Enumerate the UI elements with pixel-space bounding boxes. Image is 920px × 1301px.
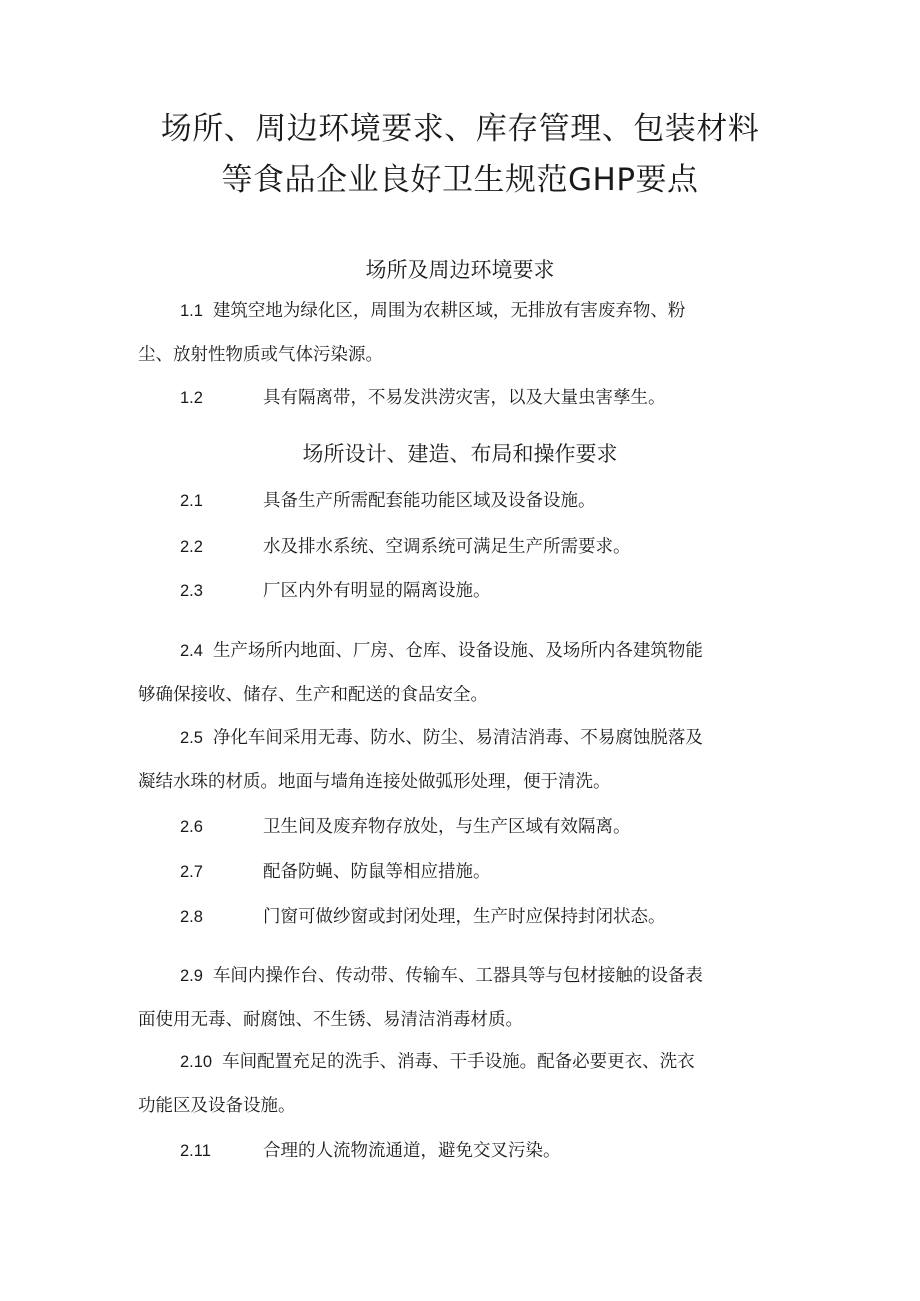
section-heading-design-layout: 场所设计、建造、布局和操作要求 <box>302 442 618 466</box>
clause-text: 水及排水系统、空调系统可满足生产所需要求。 <box>263 537 631 557</box>
clause-number: 2.4 <box>180 642 203 660</box>
clause-number: 1.1 <box>180 302 203 320</box>
clause-2-3 <box>138 569 788 613</box>
clause-number: 2.5 <box>180 729 203 747</box>
clause-2-10 <box>138 1040 788 1128</box>
clause-text: 卫生间及废弃物存放处，与生产区域有效隔离。 <box>263 817 631 837</box>
clause-text: 生产场所内地面、厂房、仓库、设备设施、及场所内各建筑物能 <box>212 641 703 661</box>
clause-number: 2.3 <box>180 582 203 600</box>
clause-number: 1.2 <box>180 389 203 407</box>
clause-2-1 <box>138 479 788 523</box>
clause-1-2 <box>138 376 788 420</box>
document-title-line-1: 场所、周边环境要求、库存管理、包装材料 <box>160 111 760 147</box>
clause-text: 具备生产所需配套能功能区域及设备设施。 <box>263 491 596 511</box>
clause-2-2 <box>138 525 788 569</box>
clause-text-continued: 功能区及设备设施。 <box>138 1096 296 1116</box>
clause-2-9 <box>138 954 788 1042</box>
clause-number: 2.1 <box>180 492 203 510</box>
section-heading-site-environment: 场所及周边环境要求 <box>365 258 555 282</box>
clause-number: 2.10 <box>180 1053 213 1071</box>
clause-text: 车间内操作台、传动带、传输车、工器具等与包材接触的设备表 <box>212 966 703 986</box>
clause-text-continued: 面使用无毒、耐腐蚀、不生锈、易清洁消毒材质。 <box>138 1010 523 1030</box>
clause-text: 具有隔离带，不易发洪涝灾害，以及大量虫害孳生。 <box>263 388 666 408</box>
clause-number: 2.7 <box>180 863 203 881</box>
clause-text: 净化车间采用无毒、防水、防尘、易清洁消毒、不易腐蚀脱落及 <box>212 728 703 748</box>
clause-2-6 <box>138 805 788 849</box>
clause-2-7 <box>138 850 788 894</box>
clause-number: 2.6 <box>180 818 203 836</box>
clause-1-1 <box>138 289 788 377</box>
clause-text: 配备防蝇、防鼠等相应措施。 <box>263 862 491 882</box>
clause-text-continued: 尘、放射性物质或气体污染源。 <box>138 345 383 365</box>
clause-2-11 <box>138 1129 788 1173</box>
clause-number: 2.11 <box>180 1142 211 1160</box>
document-title-line-2: 等食品企业良好卫生规范GHP要点 <box>221 162 699 198</box>
clause-2-8 <box>138 895 788 939</box>
clause-2-4 <box>138 629 788 717</box>
clause-number: 2.9 <box>180 967 203 985</box>
clause-number: 2.8 <box>180 908 203 926</box>
clause-text: 建筑空地为绿化区，周围为农耕区域，无排放有害废弃物、粉 <box>212 301 686 321</box>
clause-text: 车间配置充足的洗手、消毒、干手设施。配备必要更衣、洗衣 <box>222 1052 695 1072</box>
clause-text-continued: 凝结水珠的材质。地面与墙角连接处做弧形处理，便于清洗。 <box>138 772 611 792</box>
clause-text: 厂区内外有明显的隔离设施。 <box>263 581 491 601</box>
clause-text: 门窗可做纱窗或封闭处理，生产时应保持封闭状态。 <box>263 907 666 927</box>
clause-text: 合理的人流物流通道，避免交叉污染。 <box>263 1141 561 1161</box>
clause-2-5 <box>138 716 788 804</box>
clause-text-continued: 够确保接收、储存、生产和配送的食品安全。 <box>138 685 488 705</box>
clause-number: 2.2 <box>180 538 203 556</box>
